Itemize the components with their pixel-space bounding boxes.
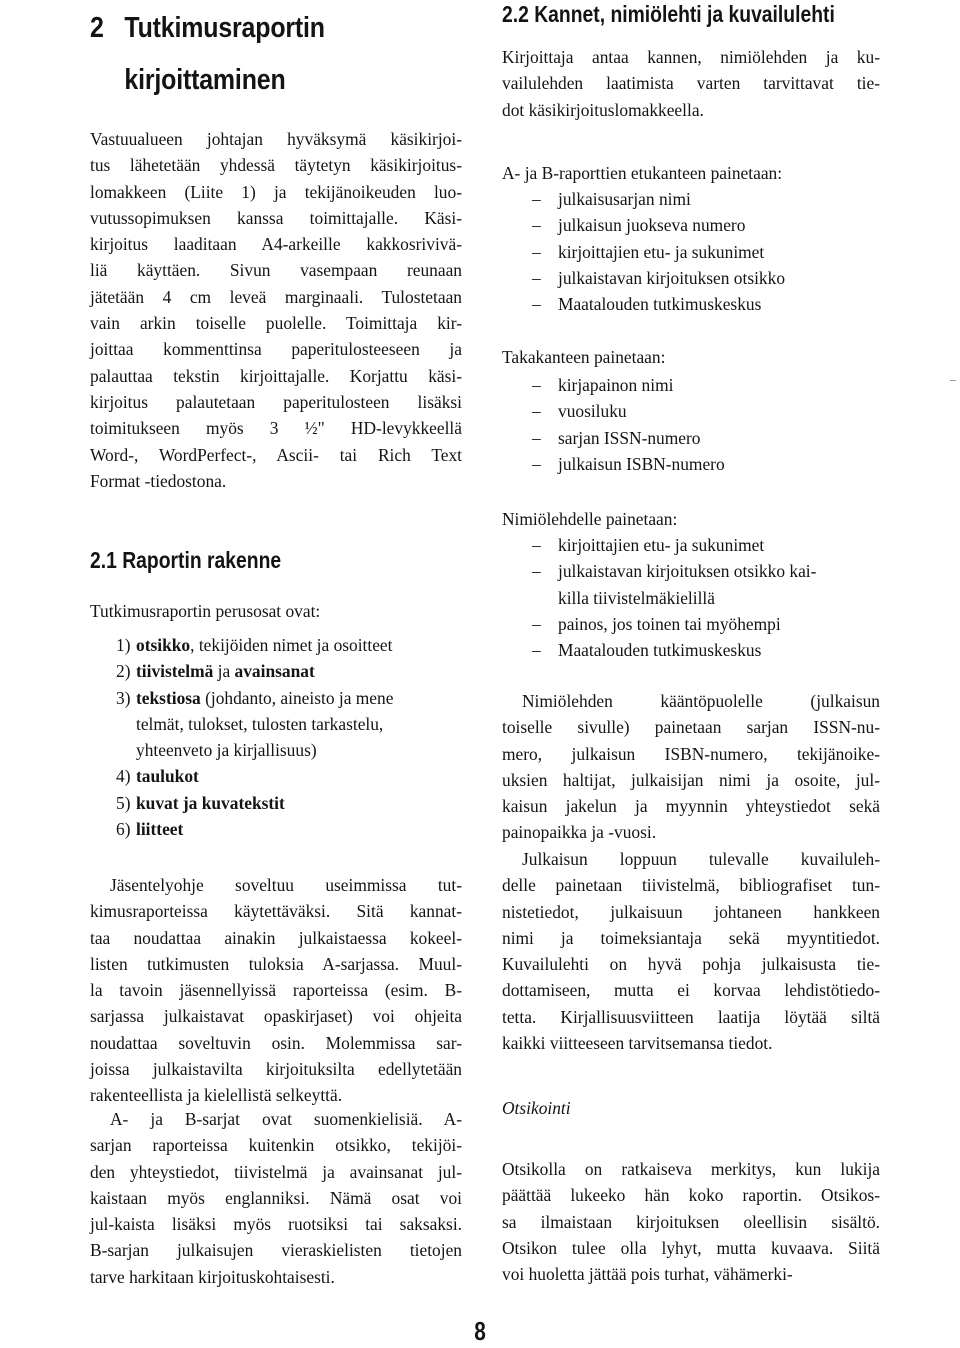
text-line: kaisun jakelun ja myynnin yhteystiedot sekä — [502, 796, 880, 817]
text-line: kirjoitus palautetaan paperitulosteen lisäksi — [90, 391, 462, 412]
item-text: (johdanto, aineisto ja mene — [200, 687, 394, 708]
item-number: 1) — [116, 635, 131, 655]
text-line: toimitukseen myös 3 ½" HD-levykkeellä — [90, 418, 462, 439]
item-text: , tekijöiden nimet ja osoitteet — [190, 635, 393, 655]
text-line: Word-, WordPerfect-, Ascii- tai Rich Text — [90, 444, 462, 465]
text-line: uksien haltijat, julkaisijan nimi ja osoite, jul- — [502, 769, 880, 790]
text-line: kirjoitus laaditaan A4-arkeille kakkosrivivä- — [90, 234, 462, 255]
chapter-title-line1: Tutkimusraportin — [124, 12, 325, 44]
text-line: tetta. Kirjallisuusviitteen laatija löytää siltä — [502, 1006, 880, 1027]
structure-item — [90, 816, 462, 842]
text-line: päättää lukeeko hän koko raportin. Otsikos- — [502, 1185, 880, 1206]
chapter-title-line2: kirjoittaminen — [124, 64, 286, 96]
text-line: la tavoin jäsennellyissä raporteissa (esim. B- — [90, 980, 462, 1001]
subheading-otsikointi: Otsikointi — [502, 1098, 571, 1118]
text-line: kaikki viitteeseen tarvitsemansa tiedot. — [502, 1033, 773, 1054]
structure-item — [90, 790, 462, 816]
item-number: 2) — [116, 661, 131, 682]
back-cover-heading: Takakanteen painetaan: — [502, 347, 666, 367]
title-page-heading: Nimiölehdelle painetaan: — [502, 509, 678, 529]
text-line: joittaa kommenttinsa paperitulosteeseen ja — [90, 339, 462, 360]
list-item: – kirjoittajien etu- ja sukunimet — [502, 239, 880, 265]
text-line: den yhteystiedot, tiivistelmä ja avainsanat jul- — [90, 1161, 462, 1182]
item-number: 4) — [116, 766, 131, 787]
text-line: palauttaa tekstin kirjoittajalle. Korjattu käsi- — [90, 365, 462, 386]
list-item — [502, 637, 880, 663]
list-item: – julkaistavan kirjoituksen otsikko — [502, 265, 880, 291]
text-line: Otsikolla on ratkaiseva merkitys, kun lukija — [502, 1159, 880, 1179]
chapter-title — [90, 2, 325, 106]
list-item-text: julkaistavan kirjoituksen otsikko kai- — [558, 561, 817, 582]
text-line: Nimiölehden kääntöpuolelle (julkaisun — [522, 691, 880, 711]
text-line: delle painetaan tiivistelmä, bibliografiset tun- — [502, 875, 880, 896]
structure-item — [90, 763, 462, 789]
text-line: Jäsentelyohje soveltuu useimmissa tut- — [110, 875, 462, 895]
title-paragraph — [502, 1156, 880, 1287]
structure-item — [90, 632, 462, 658]
text-line: liä käyttäen. Sivun vasempaan reunaan — [90, 260, 462, 281]
text-line: dottamiseen, mutta ei korvaa lehdistötiedo- — [502, 980, 880, 1001]
text-line: kaistaan myös englanniksi. Nämä osat voi — [90, 1187, 462, 1208]
text-line: Kirjoittaja antaa kannen, nimiölehden ja ku- — [502, 47, 880, 67]
text-line: A- ja B-sarjat ovat suomenkielisiä. A- — [110, 1109, 462, 1129]
structure-item — [90, 658, 462, 684]
item-bold-text: taulukot — [136, 766, 199, 787]
front-cover-heading: A- ja B-raporttien etukanteen painetaan: — [502, 163, 783, 183]
text-line: B-sarjan julkaisujen vieraskielisten tietojen — [90, 1240, 462, 1261]
item-bold-text: liitteet — [136, 819, 184, 840]
text-line: mero, julkaisun ISBN-numero, tekijänoike- — [502, 743, 880, 764]
item-text: ja — [213, 661, 235, 682]
list-item — [502, 558, 880, 611]
text-line: painopaikka ja -vuosi. — [502, 822, 657, 843]
scan-artifact — [950, 380, 956, 381]
list-item: – julkaisun ISBN-numero — [502, 451, 880, 477]
text-line: jätetään 4 cm leveä marginaali. Tulostetaan — [90, 286, 462, 307]
text-line: Vastuualueen johtajan hyväksymä käsikirjoi- — [90, 129, 462, 149]
text-line: Julkaisun loppuun tulevalle kuvailuleh- — [522, 849, 880, 869]
list-item: – julkaisusarjan nimi — [502, 186, 880, 212]
text-line: noudattaa soveltuvin osin. Molemmissa sar- — [90, 1032, 462, 1053]
text-line: voi huoletta jättää pois turhat, vähämerki- — [502, 1264, 793, 1285]
text-line: sarjassa julkaistavat opaskirjaset) voi ohjeita — [90, 1006, 462, 1027]
text-line: Kuvailulehti on hyvä pohja julkaisusta tie- — [502, 954, 880, 975]
item-text: yhteenveto ja kirjallisuus) — [136, 740, 317, 761]
text-line: Format -tiedostona. — [90, 470, 227, 491]
text-line: vain arkin toiselle puolelle. Toimittaja kir- — [90, 313, 462, 334]
item-bold-text: tekstiosa — [136, 687, 201, 708]
text-line: rakenteellista ja kielellistä selkeyttä. — [90, 1085, 343, 1106]
text-line: nimi ja toimeksiantaja sekä myyntitiedot. — [502, 927, 880, 948]
structure-item — [90, 737, 462, 763]
text-line: kimusraporteissa käytettäväksi. Sitä kannat- — [90, 901, 462, 922]
title-page-list — [502, 532, 880, 663]
section-title-2-2: 2.2 Kannet, nimiölehti ja kuvailulehti — [502, 1, 835, 27]
item-bold-text: avainsanat — [234, 661, 315, 682]
text-line: dot käsikirjoituslomakkeella. — [502, 99, 704, 120]
list-item: – julkaisun juokseva numero — [502, 212, 880, 238]
item-text: telmät, tulokset, tulosten tarkastelu, — [136, 713, 384, 734]
text-line: sarjan raporteissa kuitenkin otsikko, tekijöi- — [90, 1135, 462, 1156]
text-line: vailulehden laatimista varten tarvittavat tie- — [502, 73, 880, 94]
intro-paragraph — [90, 126, 462, 494]
text-line: sa ilmaistaan kirjoituksen oleellisin sisältö. — [502, 1211, 880, 1232]
item-bold-text: tiivistelmä — [136, 661, 214, 682]
item-number: 3) — [116, 687, 131, 708]
guide-paragraph — [90, 872, 462, 1109]
list-item-text: kirjoittajien etu- ja sukunimet — [558, 535, 765, 555]
description-page-paragraph — [502, 846, 880, 1056]
list-item-text: painos, jos toinen tai myöhempi — [558, 613, 781, 634]
list-item-text: Maatalouden tutkimuskeskus — [558, 640, 762, 661]
structure-item — [90, 685, 462, 711]
item-number: 6) — [116, 819, 131, 840]
text-line: lomakkeen (Liite 1) ja tekijänoikeuden luo- — [90, 181, 462, 202]
list-item: – sarjan ISSN-numero — [502, 425, 880, 451]
text-line: toiselle sivulle) painetaan sarjan ISSN-nu- — [502, 717, 880, 738]
text-line: nistetiedot, julkaisuun johtaneen hankkeen — [502, 901, 880, 922]
text-line: joissa julkaistavilta kirjoituksilta edellytetään — [90, 1059, 462, 1080]
list-item: – kirjapainon nimi — [502, 372, 880, 398]
section-title-2-1: 2.1 Raportin rakenne — [90, 547, 282, 573]
series-paragraph — [90, 1106, 462, 1290]
list-item — [502, 611, 880, 637]
text-line: jul-kaista lisäksi myös ruotsiksi tai saksaksi. — [90, 1214, 462, 1235]
list-item: – Maatalouden tutkimuskeskus — [502, 291, 880, 317]
list-item: – vuosiluku — [502, 398, 880, 424]
item-bold-text: kuvat ja kuvatekstit — [136, 792, 285, 813]
text-line: vutussopimuksen kanssa toimittajalle. Käsi- — [90, 207, 462, 228]
text-line: Otsikon tulee olla lyhyt, mutta kuvaava. Siitä — [502, 1237, 880, 1258]
structure-item — [90, 711, 462, 737]
back-cover-list — [502, 372, 880, 477]
item-bold-text: otsikko — [136, 635, 191, 655]
list-item-continuation: killa tiivistelmäkielillä — [558, 587, 715, 608]
list-item — [502, 532, 880, 558]
structure-intro: Tutkimusraportin perusosat ovat: — [90, 601, 321, 621]
front-cover-list — [502, 186, 880, 317]
page-number: 8 — [474, 1316, 486, 1346]
text-line: tarve harkitaan kirjoituskohtaisesti. — [90, 1266, 335, 1287]
chapter-number: 2 — [90, 12, 104, 44]
covers-intro-paragraph — [502, 44, 880, 123]
text-line: listen tutkimusten tuloksia A-sarjassa. Muul- — [90, 953, 462, 974]
item-number: 5) — [116, 792, 131, 813]
structure-list — [90, 632, 462, 842]
text-line: tus lähetetään yhdessä täytetyn käsikirjoitus- — [90, 155, 462, 176]
text-line: taa noudattaa ainakin julkaistaessa kokeel- — [90, 927, 462, 948]
reverse-side-paragraph — [502, 688, 880, 846]
